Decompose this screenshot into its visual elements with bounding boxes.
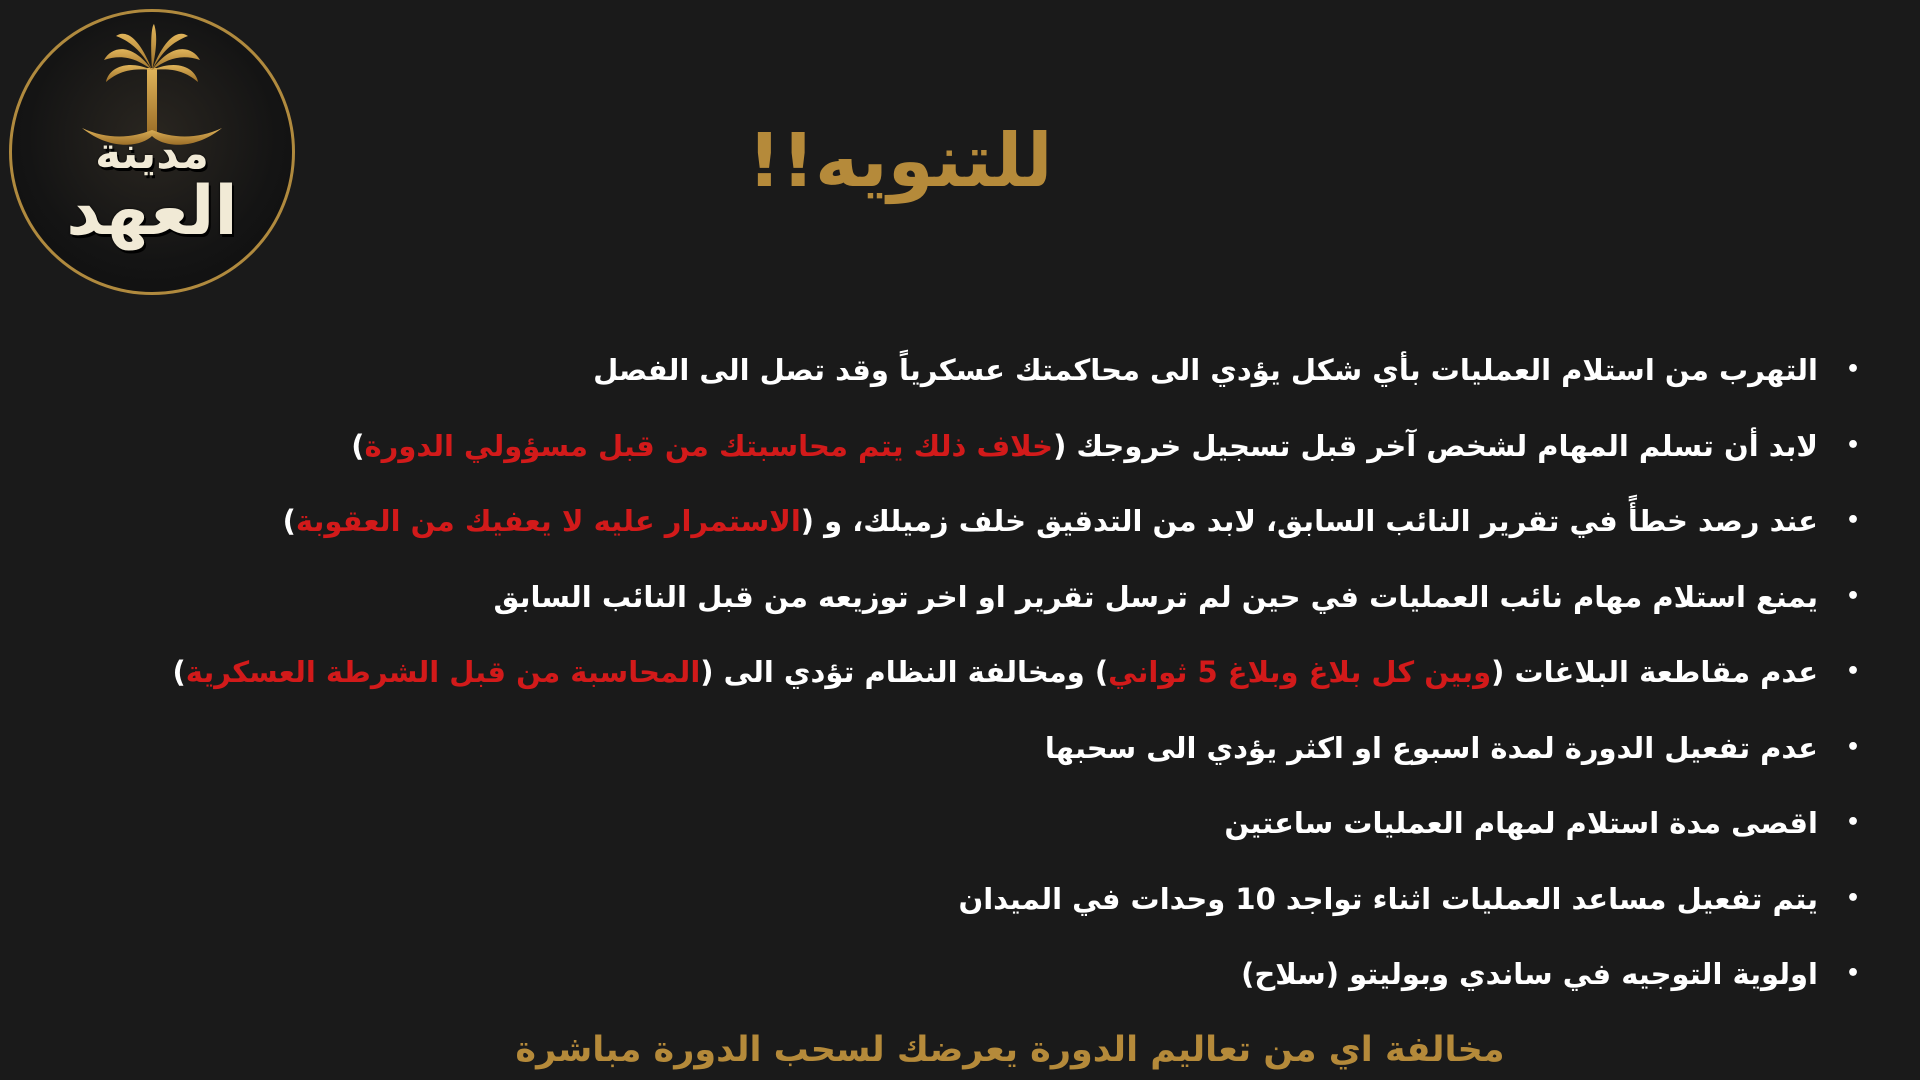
rule-text — [1224, 806, 1818, 840]
bullet-icon: • — [1845, 659, 1861, 684]
logo — [9, 9, 295, 295]
rule-text — [958, 882, 1818, 916]
rule-segment: يتم تفعيل مساعد العمليات اثناء تواجد 10 وحدات في الميدان — [958, 881, 1818, 916]
rule-text — [283, 504, 1818, 538]
rule-segment: اولوية التوجيه في ساندي وبوليتو (سلاح) — [1241, 957, 1818, 991]
rule-highlight: الاستمرار عليه لا يعفيك من العقوبة — [295, 504, 801, 538]
rule-text — [1241, 957, 1818, 991]
rule-segment: التهرب من استلام العمليات بأي شكل يؤدي الى محاكمتك عسكرياً وقد تصل الى الفصل — [593, 353, 1818, 387]
rule-text — [172, 655, 1818, 689]
bullet-icon: • — [1845, 508, 1861, 533]
rule-text — [493, 580, 1818, 614]
rule-segment: ) — [172, 655, 186, 689]
rule-item — [268, 422, 1868, 498]
rule-segment: لابد أن تسلم المهام لشخص آخر قبل تسجيل خروجك ( — [1053, 428, 1818, 463]
rule-text — [351, 429, 1818, 463]
rule-segment: يمنع استلام مهام نائب العمليات في حين لم ترسل تقرير او اخر توزيعه من قبل النائب السابق — [493, 579, 1818, 614]
rule-segment: ) ومخالفة النظام تؤدي الى ( — [700, 655, 1109, 689]
rule-segment: عند رصد خطأً في تقرير النائب السابق، لابد من التدقيق خلف زميلك، و ( — [800, 504, 1818, 538]
bullet-icon: • — [1845, 583, 1861, 609]
bullet-icon: • — [1845, 357, 1861, 382]
rule-item — [268, 346, 1868, 422]
rule-item — [268, 875, 1868, 951]
page-title: للتنويه!! — [747, 118, 1053, 204]
rule-item — [268, 724, 1868, 800]
rule-highlight: خلاف ذلك يتم محاسبتك من قبل مسؤولي الدورة — [364, 428, 1054, 463]
bullet-icon: • — [1845, 734, 1861, 760]
rule-text — [593, 353, 1818, 387]
bullet-icon: • — [1845, 885, 1861, 911]
logo-text-city: مدينة — [95, 128, 209, 179]
footer-warning: مخالفة اي من تعاليم الدورة يعرضك لسحب الدورة مباشرة — [515, 1030, 1505, 1070]
rule-segment: عدم تفعيل الدورة لمدة اسبوع او اكثر يؤدي الى سحبها — [1044, 730, 1818, 765]
logo-text-name: العهد — [66, 172, 238, 251]
rule-highlight: المحاسبة من قبل الشرطة العسكرية — [185, 655, 701, 689]
rule-segment: اقصى مدة استلام لمهام العمليات ساعتين — [1224, 806, 1818, 840]
bullet-icon: • — [1845, 961, 1861, 986]
rule-item — [268, 573, 1868, 649]
rule-highlight: وبين كل بلاغ وبلاغ 5 ثواني — [1108, 655, 1492, 689]
rule-item — [268, 950, 1868, 1026]
bullet-icon: • — [1845, 432, 1861, 458]
rule-text — [1045, 731, 1818, 765]
rule-segment: ) — [282, 504, 296, 538]
rule-segment: ) — [351, 428, 365, 463]
rules-list — [172, 346, 1868, 1026]
rule-item — [268, 799, 1868, 875]
rule-item — [172, 648, 1868, 724]
bullet-icon: • — [1845, 810, 1861, 835]
rule-item — [268, 497, 1868, 573]
rule-segment: عدم مقاطعة البلاغات ( — [1491, 655, 1818, 689]
